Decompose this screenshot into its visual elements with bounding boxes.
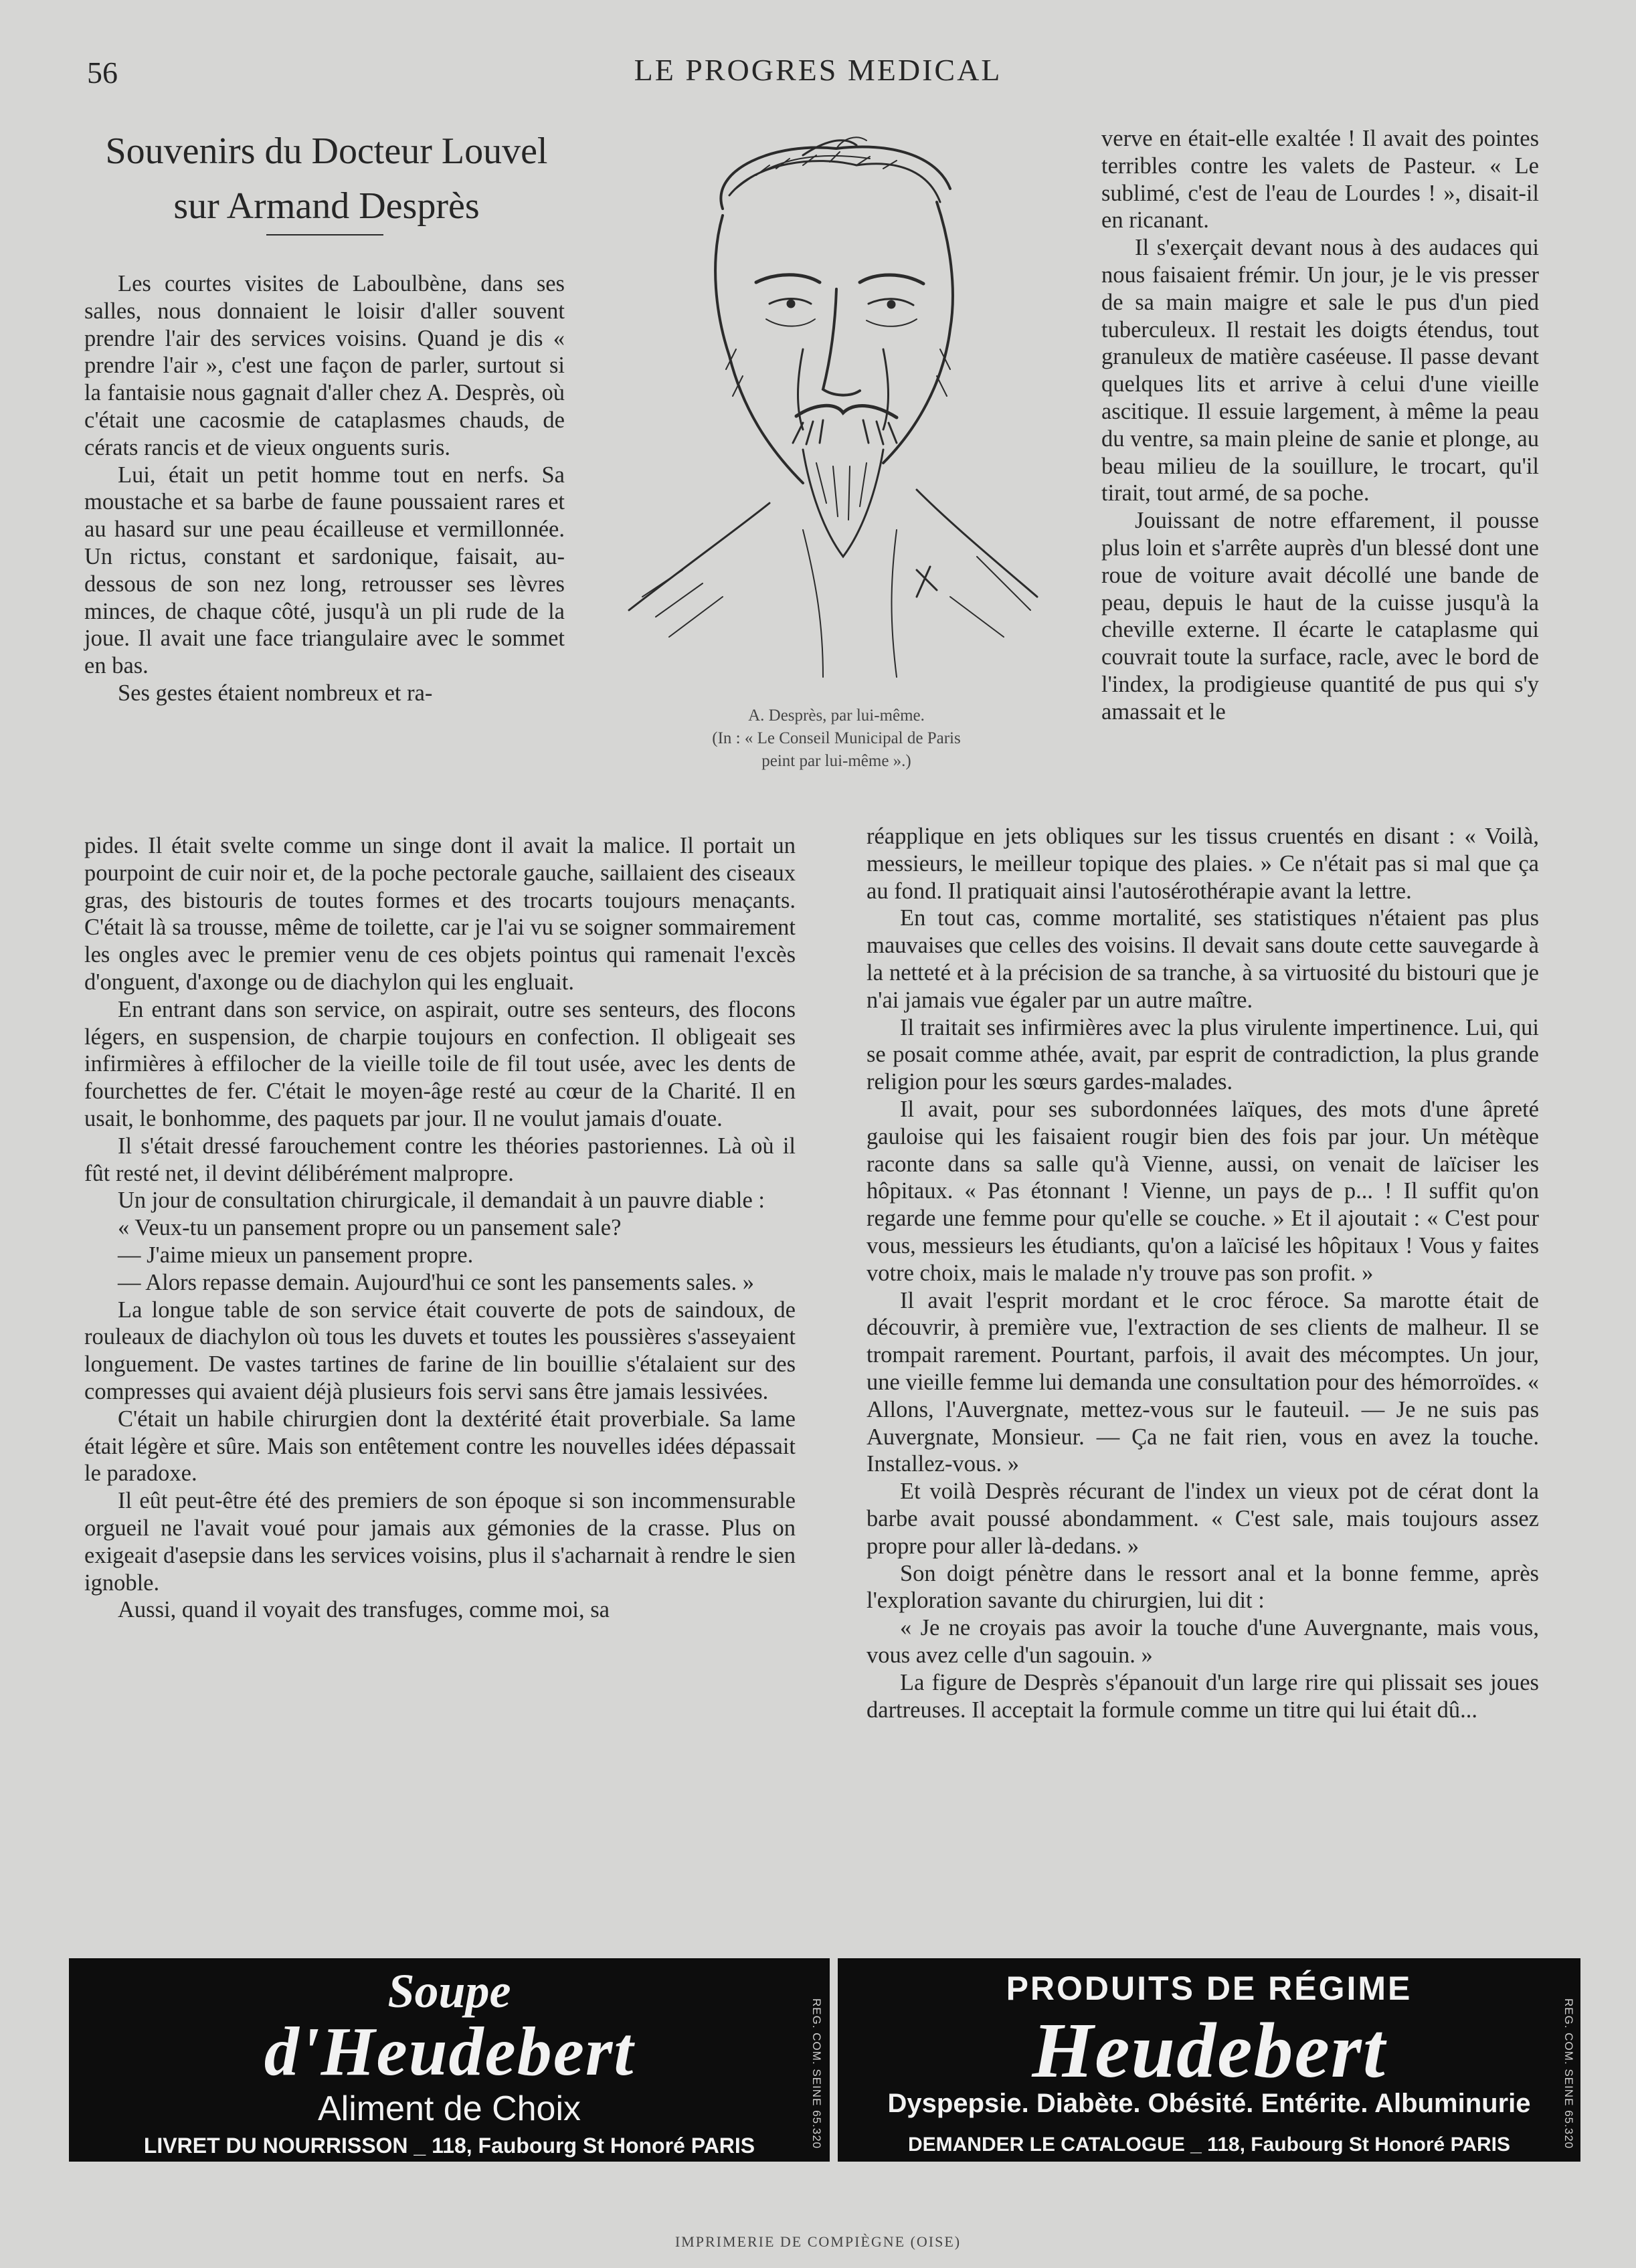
title-divider	[266, 234, 383, 235]
column-1	[84, 270, 565, 707]
ad-registration: REG. COM. SEINE 65.320	[1562, 1998, 1575, 2150]
paragraph: Les courtes visites de Laboulbène, dans ses salles, nous donnaient le loisir d'aller souvent prendre l'air des services voisins. Quand je dis « prendre l'air », c'est une façon de parler, surtout si la fantaisie nous gagnait d'aller chez A. Desprès, où c'était une cacosmie de cataplasmes chauds, de cérats rancis et de vieux onguents suris.	[84, 271, 565, 460]
article-title	[79, 124, 574, 233]
portrait-sketch	[602, 128, 1064, 690]
paragraph: La longue table de son service était couverte de pots de saindoux, de rouleaux de diachylon où tous les duvets et toutes les poussières s'asseyaient longuement. De vastes tartines de farine de lin bouillie s'étalaient sur des compresses qui avaient déjà plusieurs fois servi sans être jamais lessivées.	[84, 1297, 796, 1404]
paragraph: Il eût peut-être été des premiers de son époque si son incommensurable orgueil ne l'avait voué pour jamais aux gémonies de la crasse. Plus on exigeait d'asepsie dans les services voisins, plus il s'acharnait à rendre le sien ignoble.	[84, 1488, 796, 1596]
ad-tagline: Dyspepsie. Diabète. Obésité. Entérite. Albuminurie	[887, 2089, 1531, 2118]
ad-tagline: Aliment de Choix	[317, 2089, 581, 2128]
figure-caption	[616, 704, 1057, 773]
paragraph: Son doigt pénètre dans le ressort anal et la bonne femme, après l'exploration savante du chirurgien, lui dit :	[867, 1560, 1539, 1614]
paragraph: — J'aime mieux un pansement propre.	[118, 1242, 474, 1268]
ad-brand: Heudebert	[1032, 2006, 1386, 2094]
advertisement-produits-heudebert	[838, 1958, 1580, 2162]
paragraph: Lui, était un petit homme tout en nerfs. Sa moustache et sa barbe de faune poussaient rares et au hasard sur une peau écailleuse et vermillonnée. Un rictus, constant et sardonique, faisait, au-dessous de son nez long, retrousser ses lèvres minces, de chaque côté, jusqu'à un pli rude de la joue. Il avait une face triangulaire avec le sommet en bas.	[84, 462, 565, 679]
paragraph: En entrant dans son service, on aspirait, outre ses senteurs, des flocons légers, en suspension, de charpie toujours en confection. Il obligeait ses infirmières à effilocher de la vieille toile de fil tout usée, avec les dents de fourchettes de fer. C'était le moyen-âge resté au cœur de la Charité. Il en usait, le bonhomme, des paquets par jour. Il ne voulut jamais d'ouate.	[84, 996, 796, 1131]
running-header: LE PROGRES MEDICAL	[634, 53, 1002, 87]
paragraph: Jouissant de notre effarement, il pousse plus loin et s'arrête auprès d'un blessé dont une roue de voiture avait décollé une bande de peau, depuis le haut de la cuisse jusqu'à la cheville externe. Il écarte le cataplasme qui couvrait toute la surface, racle, avec le bord de l'index, la prodigieuse quantité de pus qui s'y amassait et le	[1101, 508, 1539, 725]
paragraph: Il avait l'esprit mordant et le croc féroce. Sa marotte était de découvrir, à première vue, l'extraction de ses clients de malheur. Il se trompait rarement. Pourtant, parfois, il avait des mécomptes. Un jour, une vieille femme lui demanda une consultation pour des hémorroïdes. « Allons, l'Auvergnate, mettez-vous sur le fauteuil. — Je ne suis pas Auvergnate, Monsieur. — Ça ne fait rien, vous en avez la touche. Installez-vous. »	[867, 1287, 1540, 1477]
article-title-line-2: sur Armand Desprès	[173, 185, 480, 227]
article-title-line-1: Souvenirs du Docteur Louvel	[105, 130, 548, 172]
paragraph: Et voilà Desprès récurant de l'index un vieux pot de cérat dont la barbe avait poussé abondamment. « C'est sale, mais toujours assez propre pour aller là-dedans. »	[867, 1479, 1539, 1559]
paragraph: Il avait, pour ses subordonnées laïques, des mots d'une âpreté gauloise qui les faisaient rougir bien des fois par jour. Un métèque raconte dans sa salle qu'à Vienne, aussi, on venait de laïciser les hôpitaux. « Pas étonnant ! Vienne, un pays de p... ! Il suffit qu'on regarde une femme pour qu'elle se couche. » Et il ajoutait : « C'est pour vous, messieurs les étudiants, qu'on a laïcisé les hôpitaux ! Vous y faites votre choix, mais le malade n'y trouve pas son profit. »	[867, 1096, 1539, 1286]
paragraph: Un jour de consultation chirurgicale, il demandait à un pauvre diable :	[118, 1188, 765, 1214]
paragraph: « Veux-tu un pansement propre ou un pansement sale?	[118, 1215, 622, 1241]
paragraph: Il s'était dressé farouchement contre les théories pastoriennes. Là où il fût resté net, il devint délibérément malpropre.	[84, 1133, 796, 1186]
paragraph: C'était un habile chirurgien dont la dextérité était proverbiale. Sa lame était légère et sûre. Mais son entêtement contre les nouvelles idées dépassait le paradoxe.	[84, 1406, 796, 1487]
paragraph: Aussi, quand il voyait des transfuges, comme moi, sa	[118, 1597, 610, 1623]
paragraph: — Alors repasse demain. Aujourd'hui ce sont les pansements sales. »	[118, 1269, 754, 1295]
ad-headline: Soupe	[387, 1964, 511, 2018]
paragraph: La figure de Desprès s'épanouit d'un large rire qui plissait ses joues dartreuses. Il acceptait la formule comme un titre qui lui était dû...	[867, 1669, 1539, 1723]
ad-headline: PRODUITS DE RÉGIME	[1006, 1970, 1413, 2007]
paragraph: En tout cas, comme mortalité, ses statistiques n'étaient pas plus mauvaises que celles des voisins. Il devait sans doute cette sauvegarde à la netteté et à la précision de sa tranche, à sa virtuosité du bistouri que je n'ai jamais vue égaler par un autre maître.	[867, 905, 1539, 1013]
paragraph: Il s'exerçait devant nous à des audaces qui nous faisaient frémir. Un jour, je le vis presser de sa main maigre et sale le pus d'un pied tuberculeux. Il restait les doigts étendus, tout granuleux de matière caséeuse. Il passe devant quelques lits et arrive à celui d'une vieille ascitique. Il essuie largement, à même la peau du ventre, sa main pleine de sanie et plonge, au beau milieu de la souillure, le trocart, qu'il tirait, tout armé, de sa poche.	[1101, 235, 1539, 506]
ad-address: LIVRET DU NOURRISSON _ 118, Faubourg St Honoré PARIS	[143, 2134, 755, 2158]
caption-line: (In : « Le Conseil Municipal de Paris	[712, 729, 961, 747]
caption-line: peint par lui-même ».)	[761, 752, 911, 770]
page-number: 56	[87, 56, 118, 90]
column-2	[1101, 125, 1539, 726]
paragraph: Ses gestes étaient nombreux et ra-	[118, 680, 433, 706]
ad-brand: d'Heudebert	[264, 2013, 635, 2090]
paragraph-continued: réapplique en jets obliques sur les tissus cruentés en disant : « Voilà, messieurs, le meilleur topique des plaies. » Ce n'était pas si mal que ça au fond. Il pratiquait ainsi l'autosérothérapie avant la lettre.	[867, 824, 1539, 904]
advertisement-soupe-heudebert	[69, 1958, 830, 2162]
ad-registration: REG. COM. SEINE 65.320	[810, 1998, 823, 2150]
printer-imprint: IMPRIMERIE DE COMPIÈGNE (OISE)	[674, 2233, 962, 2250]
paragraph-continued: pides. Il était svelte comme un singe dont il avait la malice. Il portait un pourpoint de cuir noir et, de la poche pectorale gauche, saillaient des ciseaux gras, des bistouris de toutes formes et des trocarts toujours menaçants. C'était là sa trousse, même de toilette, car je l'ai vu se soigner sommairement les ongles avec le premier venu de ces objets pointus qui ramenait l'excès d'onguent, d'axonge ou de diachylon qui les engluait.	[84, 833, 796, 995]
column-1-wide	[84, 832, 796, 1624]
column-2-wide	[867, 823, 1539, 1723]
paragraph: « Je ne croyais pas avoir la touche d'une Auvergnante, mais vous, vous avez celle d'un sagouin. »	[867, 1615, 1539, 1668]
caption-line: A. Desprès, par lui-même.	[748, 706, 925, 725]
paragraph: Il traitait ses infirmières avec la plus virulente impertinence. Lui, qui se posait comme athée, avait, par esprit de contradiction, la plus grande religion pour les sœurs gardes-malades.	[867, 1014, 1539, 1095]
paragraph-continued: verve en était-elle exaltée ! Il avait des pointes terribles contre les valets de Pasteur. « Le sublimé, c'est de l'eau de Lourdes ! », disait-il en ricanant.	[1101, 126, 1539, 233]
ad-address: DEMANDER LE CATALOGUE _ 118, Faubourg St Honoré PARIS	[907, 2134, 1511, 2156]
